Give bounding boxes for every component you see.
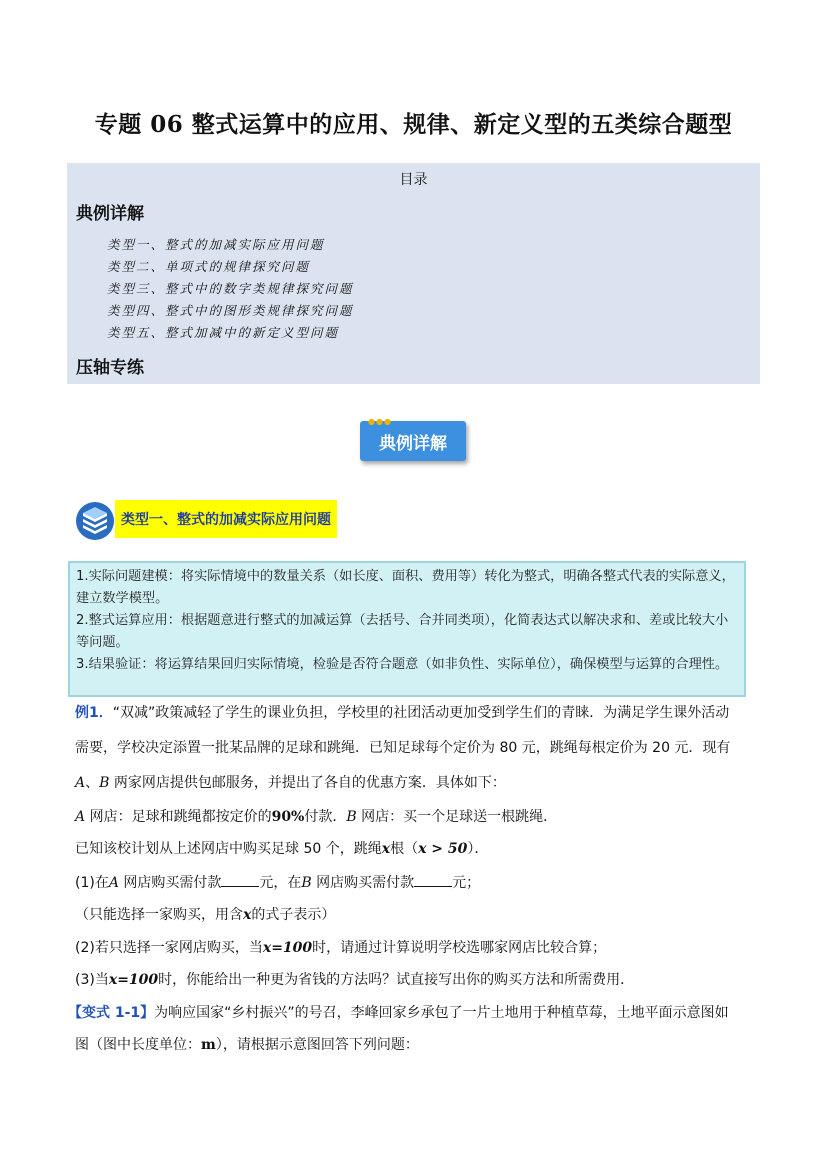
method-tips-box	[68, 561, 746, 697]
book-stack-icon	[75, 501, 115, 541]
answer-blank-a[interactable]	[221, 875, 259, 887]
page-title: 专题 06 整式运算中的应用、规律、新定义型的五类综合题型	[94, 111, 733, 138]
toc-section-practice[interactable]: 压轴专练	[76, 358, 144, 378]
variant-line-1: 【变式 1-1】为响应国家“乡村振兴”的号召，李峰回家乡承包了一片土地用于种植草莓，土地平面示意图如	[68, 1005, 729, 1021]
question-1: (1)在A 网店购买需付款 元，在B 网店购买需付款 元；	[75, 875, 481, 891]
section-banner	[360, 417, 466, 461]
toc-item-type3[interactable]: 类型三、整式中的数字类规律探究问题	[107, 281, 354, 296]
example-line-1: 例1．“双减”政策减轻了学生的课业负担，学校里的社团活动更加受到学生们的青睐．为满足学生课外活动	[75, 705, 730, 721]
question-3: (3)当x=100时，你能给出一种更为省钱的方法吗？试直接写出你的购买方法和所需费用．	[75, 972, 635, 988]
type1-heading: 类型一、整式的加减实际应用问题	[115, 500, 337, 538]
decor-dots-icon: ●●●	[368, 417, 392, 426]
tip-3: 3.结果验证：将运算结果回归实际情境，检验是否符合题意（如非负性、实际单位），确保模型与运算的合理性。	[76, 657, 729, 672]
variant-line-2: 图（图中长度单位：m），请根据示意图回答下列问题：	[75, 1037, 419, 1053]
variant-label: 【变式 1-1】	[68, 1005, 155, 1021]
toc-item-type5[interactable]: 类型五、整式加减中的新定义型问题	[107, 325, 340, 340]
table-of-contents	[67, 163, 760, 384]
example-line-2: 需要，学校决定添置一批某品牌的足球和跳绳．已知足球每个定价为 80 元，跳绳每根定价为 20 元．现有	[75, 740, 731, 756]
section-banner-label: 典例详解	[379, 433, 447, 454]
answer-blank-b[interactable]	[414, 875, 452, 887]
tip-2: 2.整式运算应用：根据题意进行整式的加减运算（去括号、合并同类项），化简表达式以解决求和、差或比较大小等问题。	[76, 613, 729, 650]
example-label: 例1．	[75, 705, 113, 721]
question-2: (2)若只选择一家网店购买，当x=100时，请通过计算说明学校选哪家网店比较合算；	[75, 940, 607, 956]
example-line-4: A 网店：足球和跳绳都按定价的90%付款．B 网店：买一个足球送一根跳绳．	[75, 809, 558, 825]
example-line-5: 已知该校计划从上述网店中购买足球 50 个，跳绳x根（x > 50）．	[75, 841, 489, 857]
tip-1: 1.实际问题建模：将实际情境中的数量关系（如长度、面积、费用等）转化为整式，明确各整式代表的实际意义，建立数学模型。	[76, 569, 735, 606]
toc-section-examples[interactable]: 典例详解	[76, 204, 144, 224]
toc-item-type2[interactable]: 类型二、单项式的规律探究问题	[107, 259, 311, 274]
toc-item-type4[interactable]: 类型四、整式中的图形类规律探究问题	[107, 303, 354, 318]
toc-heading: 目录	[399, 172, 428, 188]
toc-item-type1[interactable]: 类型一、整式的加减实际应用问题	[107, 237, 325, 252]
example-line-3: A、B 两家网店提供包邮服务，并提出了各自的优惠方案．具体如下：	[75, 775, 506, 791]
question-1-note: （只能选择一家购买，用含x的式子表示）	[75, 907, 336, 923]
